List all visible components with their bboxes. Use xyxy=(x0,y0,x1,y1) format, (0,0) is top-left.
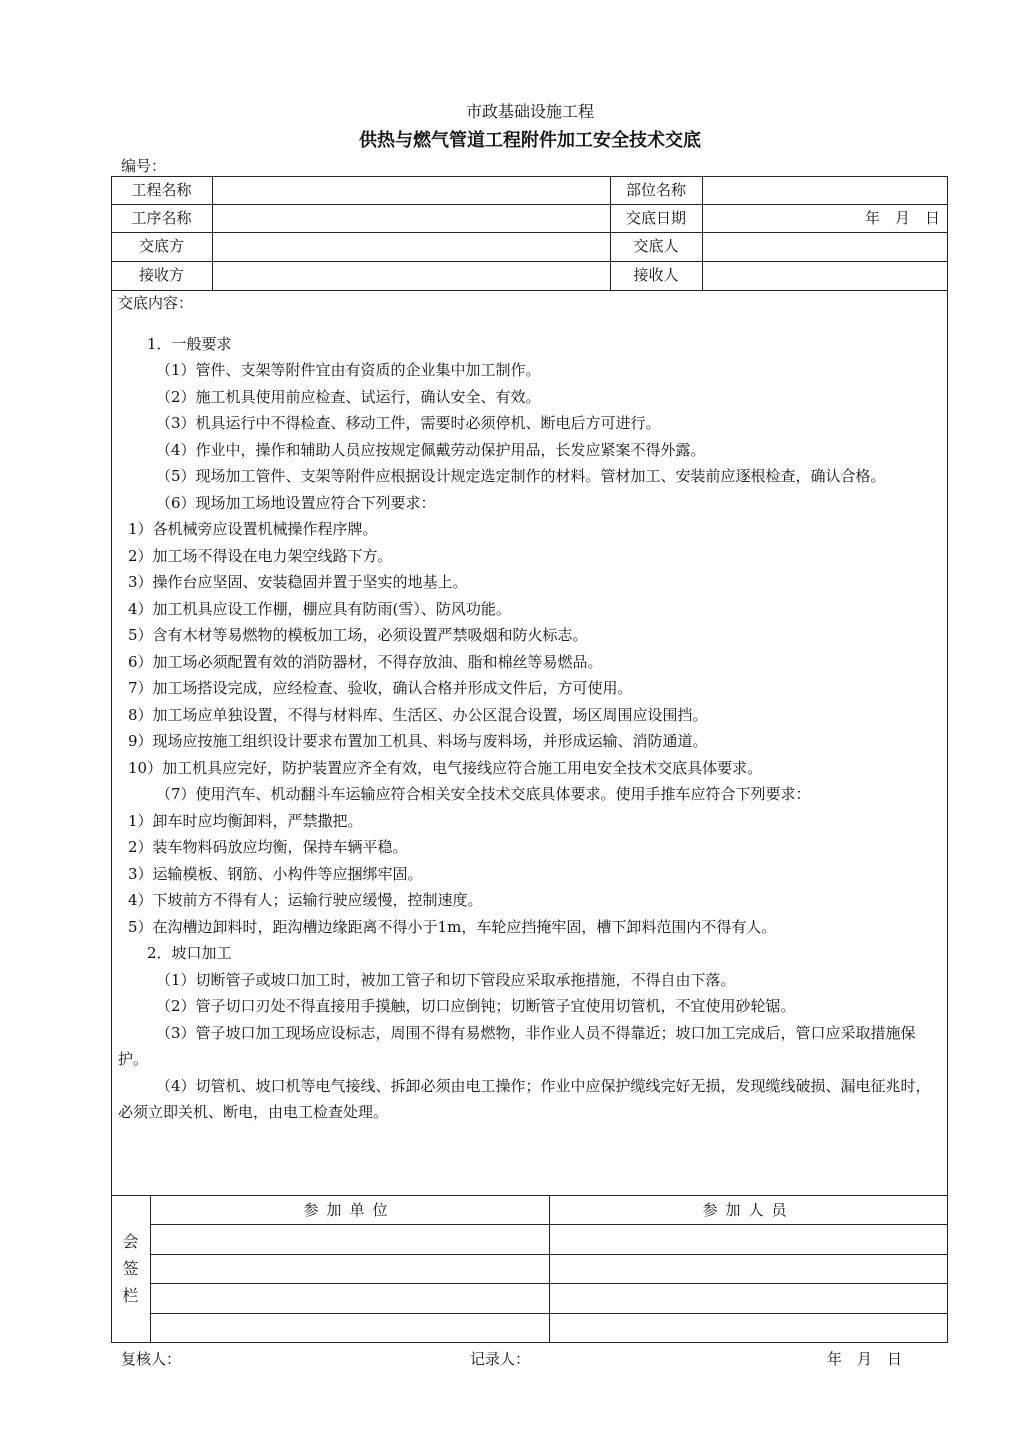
signoff-unit-field[interactable] xyxy=(156,1314,544,1342)
signoff-unit-field[interactable] xyxy=(156,1284,544,1312)
signoff-people-field[interactable] xyxy=(555,1314,943,1342)
signoff-side-label xyxy=(111,1228,150,1309)
content-subitem: 8）加工场应单独设置，不得与材料库、生活区、办公区混合设置，场区周围应设围挡。 xyxy=(128,705,708,724)
receiving-party-field[interactable] xyxy=(218,261,604,289)
grid-line xyxy=(702,176,703,290)
content-item: （2）施工机具使用前应检查、试运行，确认安全、有效。 xyxy=(156,387,541,406)
receiver-field[interactable] xyxy=(708,261,942,289)
footer-date: 年 月 日 xyxy=(827,1350,903,1368)
content-subitem: 1）卸车时应均衡卸料，严禁撒把。 xyxy=(128,811,363,830)
content-subitem: 10）加工机具应完好，防护装置应齐全有效，电气接线应符合施工用电安全技术交底具体要求。 xyxy=(128,758,763,777)
grid-line xyxy=(212,176,213,290)
content-item: （2）管子切口刃处不得直接用手摸触，切口应倒钝；切断管子宜使用切管机，不宜使用砂轮锯。 xyxy=(156,997,796,1015)
content-item: （6）现场加工场地设置应符合下列要求： xyxy=(156,493,436,512)
reviewer-label: 复核人： xyxy=(121,1350,182,1368)
section-heading: 2．坡口加工 xyxy=(147,944,232,962)
signoff-char: 栏 xyxy=(122,1286,139,1305)
process-name-label: 工序名称 xyxy=(131,209,192,227)
briefing-person-field[interactable] xyxy=(708,232,942,260)
content-item: （4）作业中，操作和辅助人员应按规定佩戴劳动保护用品，长发应紧案不得外露。 xyxy=(156,440,706,459)
signoff-people-field[interactable] xyxy=(555,1255,943,1283)
section-heading: 1．一般要求 xyxy=(147,334,232,353)
participating-people-header: 参加人员 xyxy=(702,1201,795,1219)
content-subitem: 9）现场应按施工组织设计要求布置加工机具、料场与废料场，并形成运输、消防通道。 xyxy=(128,732,708,750)
content-subitem: 1）各机械旁应设置机械操作程序牌。 xyxy=(128,520,378,538)
signoff-char: 会 xyxy=(122,1232,139,1251)
signoff-unit-field[interactable] xyxy=(156,1255,544,1283)
receiving-party-label: 接收方 xyxy=(138,266,184,284)
signoff-people-field[interactable] xyxy=(555,1225,943,1253)
project-name-label: 工程名称 xyxy=(131,181,192,199)
content-item: （3）机具运行中不得检查、移动工件，需要时必须停机、断电后方可进行。 xyxy=(156,414,661,432)
receiver-label: 接收人 xyxy=(633,266,679,284)
process-name-field[interactable] xyxy=(218,204,604,232)
content-subitem: 2）装车物料码放应均衡，保持车辆平稳。 xyxy=(128,838,408,856)
location-name-label: 部位名称 xyxy=(625,181,686,199)
signoff-char: 签 xyxy=(122,1259,139,1278)
project-name-field[interactable] xyxy=(218,176,604,204)
content-label: 交底内容： xyxy=(118,294,194,312)
content-subitem: 3）运输模板、钢筋、小构件等应捆绑牢固。 xyxy=(128,864,423,883)
content-subitem: 4）下坡前方不得有人；运输行驶应缓慢，控制速度。 xyxy=(128,891,483,909)
briefing-date-label: 交底日期 xyxy=(625,209,686,227)
content-subitem: 2）加工场不得设在电力架空线路下方。 xyxy=(128,546,393,565)
content-subitem: 5）含有木材等易燃物的模板加工场，必须设置严禁吸烟和防火标志。 xyxy=(128,626,588,644)
content-subitem: 5）在沟槽边卸料时，距沟槽边缘距离不得小于1m，车轮应挡掩牢固，槽下卸料范围内不得有人。 xyxy=(128,917,777,936)
content-item: （7）使用汽车、机动翻斗车运输应符合相关安全技术交底具体要求。使用手推车应符合下列要求： xyxy=(156,785,811,803)
content-item: （1）管件、支架等附件宜由有资质的企业集中加工制作。 xyxy=(156,361,541,379)
content-item: （5）现场加工管件、支架等附件应根据设计规定选定制作的材料。管材加工、安装前应逐根检查，确认合格。 xyxy=(156,467,886,485)
briefing-person-label: 交底人 xyxy=(633,237,679,255)
content-item: （4）切管机、坡口机等电气接线、拆卸必须由电工操作；作业中应保护缆线完好无损，发现缆线破损、漏电征兆时，必须立即关机、断电，由电工检查处理。 xyxy=(118,1076,931,1121)
briefing-date-field[interactable]: 年 月 日 xyxy=(864,209,940,227)
serial-number-label: 编号： xyxy=(121,157,167,175)
document-title: 供热与燃气管道工程附件加工安全技术交底 xyxy=(359,130,701,151)
content-item: （3）管子坡口加工现场应设标志，周围不得有易燃物，非作业人员不得靠近；坡口加工完成后，管口应采取措施保护。 xyxy=(118,1023,916,1068)
content-item: （1）切断管子或坡口加工时，被加工管子和切下管段应采取承拖措施，不得自由下落。 xyxy=(156,970,736,989)
briefing-party-label: 交底方 xyxy=(138,237,184,255)
signoff-people-field[interactable] xyxy=(555,1284,943,1312)
content-subitem: 4）加工机具应设工作棚，棚应具有防雨(雪）、防风功能。 xyxy=(128,599,511,618)
content-subitem: 6）加工场必须配置有效的消防器材，不得存放油、脂和棉丝等易燃品。 xyxy=(128,652,603,671)
participating-units-header: 参加单位 xyxy=(303,1201,396,1219)
location-name-field[interactable] xyxy=(708,176,942,204)
content-subitem: 7）加工场搭设完成，应经检查、验收，确认合格并形成文件后，方可使用。 xyxy=(128,679,633,697)
signoff-unit-field[interactable] xyxy=(156,1225,544,1253)
content-subitem: 3）操作台应坚固、安装稳固并置于坚实的地基上。 xyxy=(128,573,468,591)
briefing-content xyxy=(118,290,942,1126)
briefing-party-field[interactable] xyxy=(218,232,604,260)
document-subtitle: 市政基础设施工程 xyxy=(465,102,594,121)
recorder-label: 记录人： xyxy=(470,1350,531,1368)
